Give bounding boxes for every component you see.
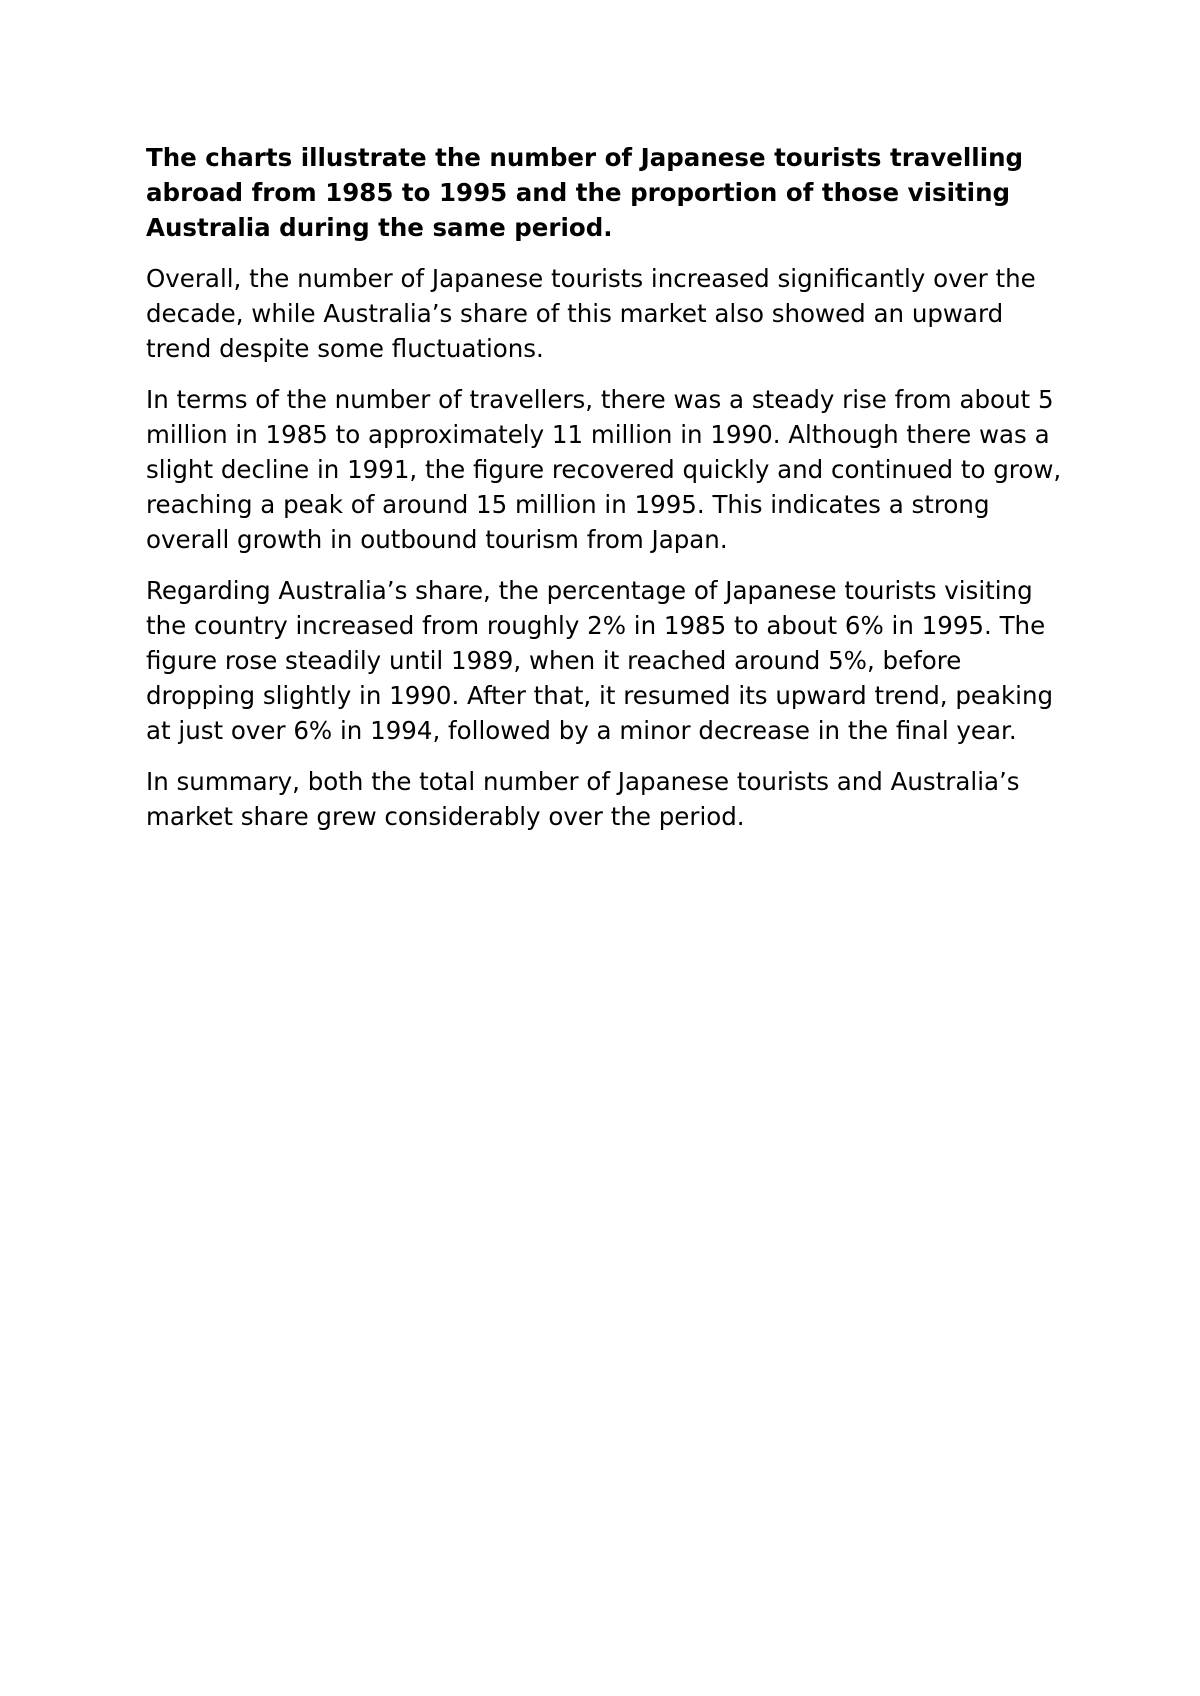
document-heading: The charts illustrate the number of Japanese tourists travelling abroad from 1985 to 1995 and the proportion of those visiting Australia during the same period. xyxy=(146,143,1024,242)
paragraph-travellers: In terms of the number of travellers, there was a steady rise from about 5 million in 1985 to approximately 11 million in 1990. Although there was a slight decline in 1991, the figure recovered quickly and continued to grow, reaching a peak of around 15 million in 1995. This indicates a strong overall growth in outbound tourism from Japan. xyxy=(146,385,1062,554)
document-body xyxy=(146,140,1066,850)
paragraph-australia-share: Regarding Australia’s share, the percentage of Japanese tourists visiting the country increased from roughly 2% in 1985 to about 6% in 1995. The figure rose steadily until 1989, when it reached around 5%, before dropping slightly in 1990. After that, it resumed its upward trend, peaking at just over 6% in 1994, followed by a minor decrease in the final year. xyxy=(146,576,1054,745)
paragraph-overview: Overall, the number of Japanese tourists increased significantly over the decade, while Australia’s share of this market also showed an upward trend despite some fluctuations. xyxy=(146,264,1036,363)
paragraph-summary: In summary, both the total number of Japanese tourists and Australia’s market share grew considerably over the period. xyxy=(146,767,1020,831)
